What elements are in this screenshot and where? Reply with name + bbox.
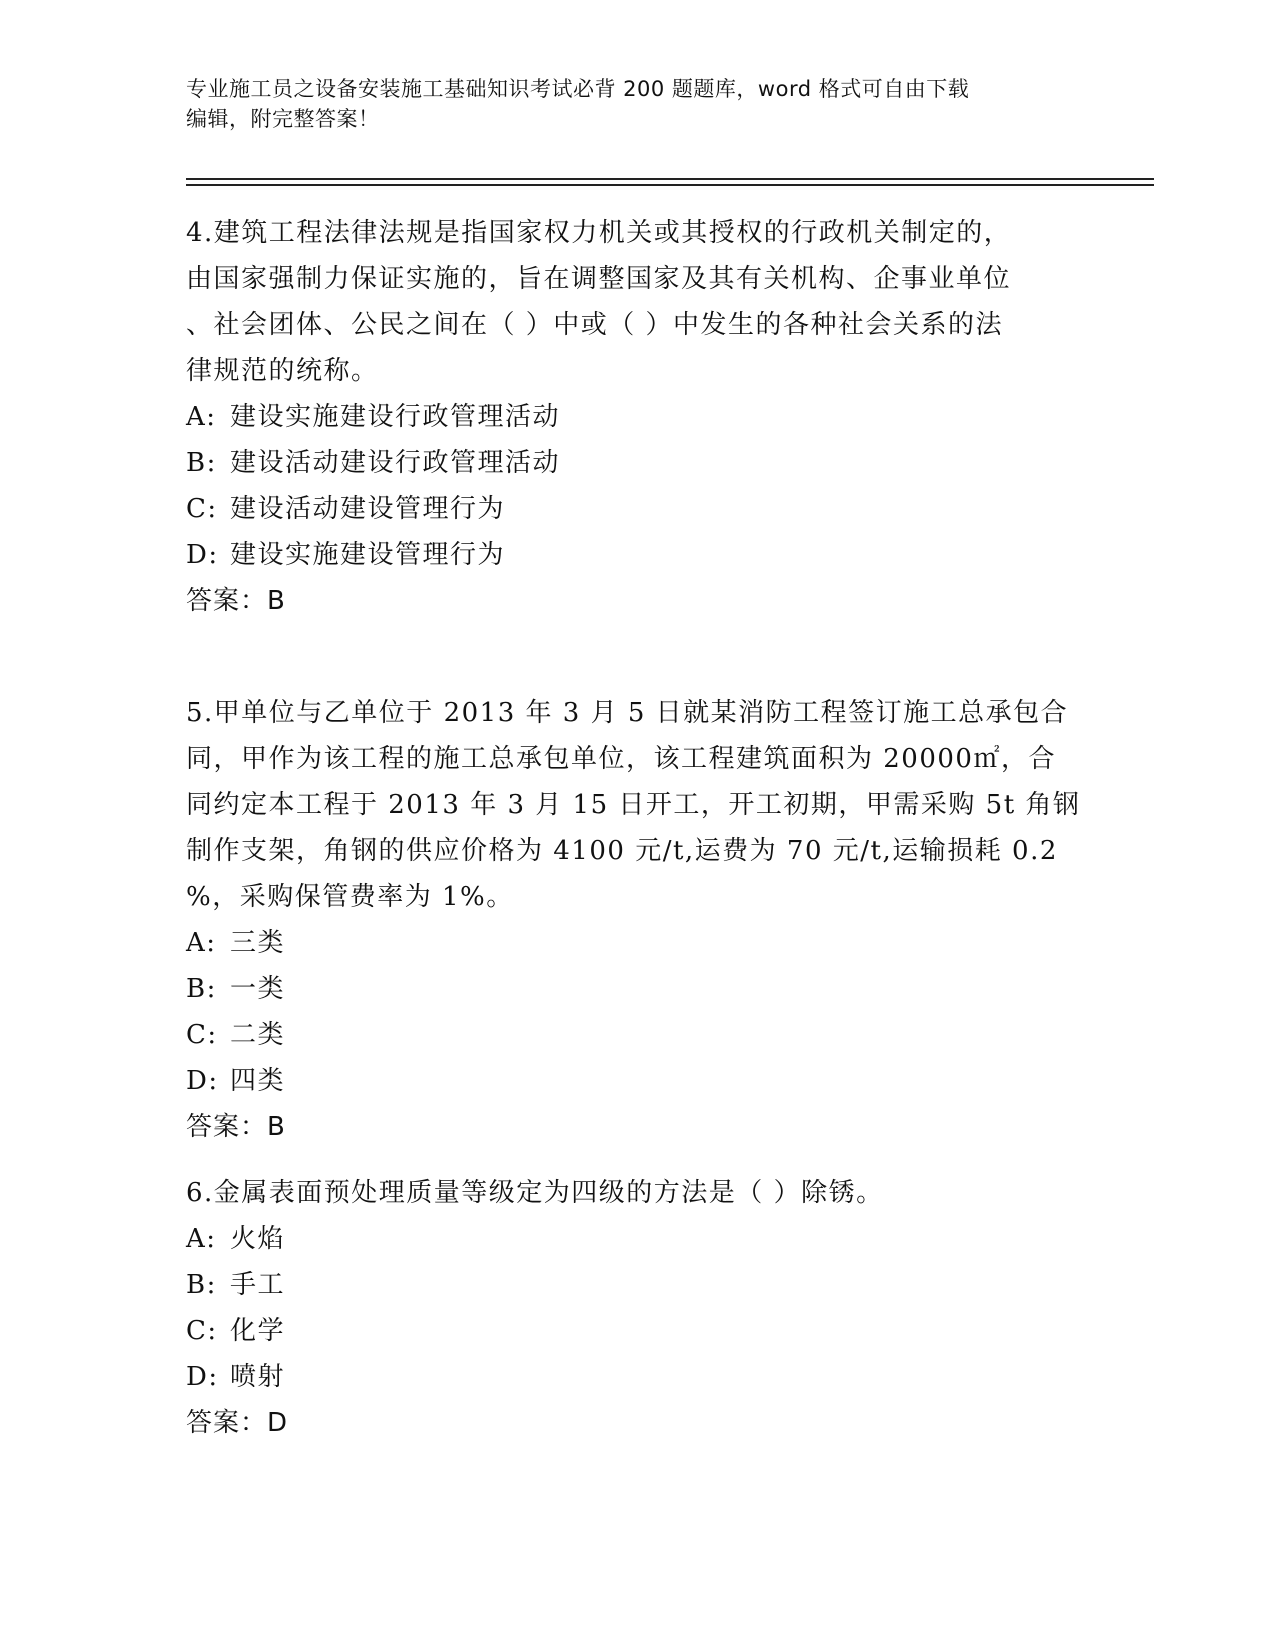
option-text: 火焰: [230, 1224, 286, 1254]
option-c: [186, 486, 1086, 532]
question-text-line: 5.甲单位与乙单位于 2013 年 3 月 5 日就某消防工程签订施工总承包合: [186, 698, 1069, 728]
question-text-line: 制作支架，角钢的供应价格为 4100 元/t,运费为 70 元/t,运输损耗 0.2: [186, 836, 1058, 866]
option-text: 建设实施建设行政管理活动: [230, 402, 561, 432]
option-text: 四类: [230, 1066, 286, 1096]
option-text: 喷射: [230, 1362, 286, 1392]
question-text-line: %，采购保管费率为 1%。: [186, 882, 514, 912]
option-a: [186, 1216, 1086, 1262]
question-text-line: 同，甲作为该工程的施工总承包单位，该工程建筑面积为 20000㎡，合: [186, 744, 1056, 774]
option-key: C:: [186, 1316, 218, 1346]
option-text: 建设活动建设行政管理活动: [230, 448, 561, 478]
option-key: A:: [186, 928, 217, 958]
option-a: [186, 394, 1086, 440]
option-b: [186, 966, 1086, 1012]
option-text: 建设实施建设管理行为: [230, 540, 506, 570]
header-title-line-1: 专业施工员之设备安装施工基础知识考试必背 200 题题库，word 格式可自由下载: [186, 77, 970, 101]
option-text: 二类: [230, 1020, 286, 1050]
answer-label: 答案：B: [186, 1112, 286, 1142]
header-divider-bottom: [186, 184, 1154, 186]
option-key: C:: [186, 494, 218, 524]
option-key: B:: [186, 1270, 217, 1300]
answer-label: 答案：B: [186, 586, 286, 616]
question-text-line: 同约定本工程于 2013 年 3 月 15 日开工，开工初期，甲需采购 5t 角钢: [186, 790, 1081, 820]
option-d: [186, 532, 1086, 578]
header-title-line-2: 编辑，附完整答案！: [186, 107, 380, 131]
question-6: [186, 1170, 1086, 1446]
question-text-line: 6.金属表面预处理质量等级定为四级的方法是（ ）除锈。: [186, 1178, 884, 1208]
option-key: B:: [186, 448, 217, 478]
option-d: [186, 1058, 1086, 1104]
option-text: 一类: [230, 974, 286, 1004]
document-header: [186, 74, 1086, 134]
option-key: D:: [186, 1066, 219, 1096]
question-text-line: 4.建筑工程法律法规是指国家权力机关或其授权的行政机关制定的，: [186, 218, 1012, 248]
option-key: C:: [186, 1020, 218, 1050]
option-key: D:: [186, 540, 219, 570]
option-text: 建设活动建设管理行为: [230, 494, 506, 524]
option-text: 化学: [230, 1316, 286, 1346]
option-b: [186, 1262, 1086, 1308]
option-c: [186, 1308, 1086, 1354]
option-key: A:: [186, 402, 217, 432]
header-divider-top: [186, 178, 1154, 180]
question-text-line: 、社会团体、公民之间在（ ）中或（ ）中发生的各种社会关系的法: [186, 310, 1004, 340]
option-a: [186, 920, 1086, 966]
question-text-line: 律规范的统称。: [186, 356, 379, 386]
option-key: B:: [186, 974, 217, 1004]
option-b: [186, 440, 1086, 486]
question-text-line: 由国家强制力保证实施的，旨在调整国家及其有关机构、企事业单位: [186, 264, 1012, 294]
option-text: 手工: [230, 1270, 286, 1300]
option-key: A:: [186, 1224, 217, 1254]
question-4: [186, 210, 1086, 624]
option-d: [186, 1354, 1086, 1400]
answer-label: 答案：D: [186, 1408, 289, 1438]
option-text: 三类: [230, 928, 286, 958]
option-c: [186, 1012, 1086, 1058]
question-5: [186, 690, 1086, 1150]
option-key: D:: [186, 1362, 219, 1392]
